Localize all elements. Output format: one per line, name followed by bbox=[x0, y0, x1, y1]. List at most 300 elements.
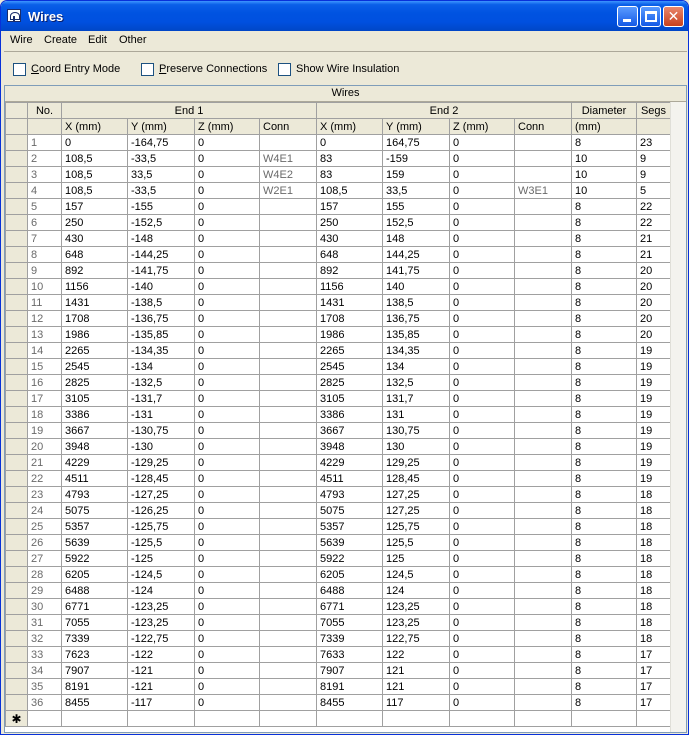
cell-x1[interactable]: 108,5 bbox=[62, 167, 128, 183]
cell-conn1[interactable] bbox=[260, 535, 317, 551]
table-row[interactable] bbox=[6, 311, 671, 327]
cell-x2[interactable]: 1986 bbox=[317, 327, 383, 343]
cell-z2[interactable]: 0 bbox=[450, 199, 515, 215]
table-row[interactable] bbox=[6, 631, 671, 647]
cell-diameter[interactable]: 8 bbox=[572, 519, 637, 535]
table-row[interactable] bbox=[6, 423, 671, 439]
cell-y2[interactable]: 121 bbox=[383, 679, 450, 695]
cell-diameter[interactable]: 10 bbox=[572, 151, 637, 167]
cell-conn1[interactable] bbox=[260, 567, 317, 583]
table-row[interactable] bbox=[6, 151, 671, 167]
cell-z1[interactable]: 0 bbox=[195, 679, 260, 695]
subheader-conn2[interactable]: Conn bbox=[515, 119, 572, 135]
cell-x1[interactable]: 8455 bbox=[62, 695, 128, 711]
cell-y1[interactable]: -121 bbox=[128, 663, 195, 679]
cell-x1[interactable]: 1431 bbox=[62, 295, 128, 311]
cell-z1[interactable]: 0 bbox=[195, 375, 260, 391]
cell-conn1[interactable] bbox=[260, 279, 317, 295]
cell-y2[interactable]: 33,5 bbox=[383, 183, 450, 199]
table-row[interactable] bbox=[6, 375, 671, 391]
cell-conn1[interactable] bbox=[260, 663, 317, 679]
cell-conn2[interactable] bbox=[515, 311, 572, 327]
cell-z1[interactable]: 0 bbox=[195, 663, 260, 679]
minimize-button[interactable] bbox=[617, 6, 638, 27]
cell-diameter[interactable]: 8 bbox=[572, 263, 637, 279]
cell-conn1[interactable] bbox=[260, 471, 317, 487]
cell-x1[interactable]: 0 bbox=[62, 135, 128, 151]
cell-y1[interactable]: -141,75 bbox=[128, 263, 195, 279]
table-row[interactable] bbox=[6, 647, 671, 663]
cell-x1[interactable]: 5639 bbox=[62, 535, 128, 551]
cell-conn2[interactable] bbox=[515, 199, 572, 215]
subheader-diameter[interactable]: (mm) bbox=[572, 119, 637, 135]
cell-z2[interactable]: 0 bbox=[450, 471, 515, 487]
cell-y1[interactable]: -131,7 bbox=[128, 391, 195, 407]
cell-x1[interactable]: 8191 bbox=[62, 679, 128, 695]
cell-segs[interactable]: 23 bbox=[637, 135, 671, 151]
cell-conn1[interactable] bbox=[260, 375, 317, 391]
cell-x2[interactable]: 4229 bbox=[317, 455, 383, 471]
cell-z1[interactable]: 0 bbox=[195, 231, 260, 247]
cell-diameter[interactable]: 8 bbox=[572, 455, 637, 471]
cell-conn2[interactable] bbox=[515, 135, 572, 151]
cell-y2[interactable]: 127,25 bbox=[383, 487, 450, 503]
cell-y1[interactable]: -124,5 bbox=[128, 567, 195, 583]
cell-z2[interactable]: 0 bbox=[450, 647, 515, 663]
cell-z2[interactable]: 0 bbox=[450, 135, 515, 151]
cell-x1[interactable]: 3948 bbox=[62, 439, 128, 455]
cell-x1[interactable]: 6488 bbox=[62, 583, 128, 599]
cell-segs[interactable]: 20 bbox=[637, 295, 671, 311]
cell-y2[interactable]: 138,5 bbox=[383, 295, 450, 311]
cell-segs[interactable]: 18 bbox=[637, 567, 671, 583]
cell-diameter[interactable]: 8 bbox=[572, 359, 637, 375]
row-selector[interactable] bbox=[6, 535, 28, 551]
cell-segs[interactable]: 18 bbox=[637, 599, 671, 615]
cell-y2[interactable]: 159 bbox=[383, 167, 450, 183]
menu-edit[interactable]: Edit bbox=[88, 34, 107, 46]
cell-y2[interactable]: 134 bbox=[383, 359, 450, 375]
cell-conn1[interactable] bbox=[260, 599, 317, 615]
cell-conn1[interactable] bbox=[260, 631, 317, 647]
cell-conn2[interactable] bbox=[515, 471, 572, 487]
row-selector[interactable] bbox=[6, 567, 28, 583]
cell-z2[interactable]: 0 bbox=[450, 567, 515, 583]
cell-z1[interactable]: 0 bbox=[195, 439, 260, 455]
cell-z2[interactable]: 0 bbox=[450, 407, 515, 423]
table-row[interactable] bbox=[6, 247, 671, 263]
cell-segs[interactable]: 17 bbox=[637, 663, 671, 679]
cell-z1[interactable]: 0 bbox=[195, 583, 260, 599]
cell-diameter[interactable]: 8 bbox=[572, 567, 637, 583]
cell-x2[interactable]: 2825 bbox=[317, 375, 383, 391]
row-selector[interactable] bbox=[6, 327, 28, 343]
cell-z2[interactable]: 0 bbox=[450, 375, 515, 391]
cell-z2[interactable]: 0 bbox=[450, 359, 515, 375]
new-row-cell[interactable] bbox=[260, 711, 317, 727]
cell-conn1[interactable] bbox=[260, 263, 317, 279]
cell-conn1[interactable] bbox=[260, 503, 317, 519]
cell-x2[interactable]: 6771 bbox=[317, 599, 383, 615]
cell-conn1[interactable] bbox=[260, 215, 317, 231]
table-row[interactable] bbox=[6, 583, 671, 599]
cell-y1[interactable]: -123,25 bbox=[128, 599, 195, 615]
cell-x2[interactable]: 2545 bbox=[317, 359, 383, 375]
close-button[interactable] bbox=[663, 6, 684, 27]
cell-diameter[interactable]: 8 bbox=[572, 247, 637, 263]
cell-conn2[interactable] bbox=[515, 295, 572, 311]
cell-segs[interactable]: 18 bbox=[637, 535, 671, 551]
cell-conn1[interactable] bbox=[260, 487, 317, 503]
cell-y2[interactable]: 130,75 bbox=[383, 423, 450, 439]
cell-diameter[interactable]: 8 bbox=[572, 199, 637, 215]
cell-x2[interactable]: 3948 bbox=[317, 439, 383, 455]
cell-y1[interactable]: -131 bbox=[128, 407, 195, 423]
header-no[interactable]: No. bbox=[28, 103, 62, 119]
cell-x2[interactable]: 1431 bbox=[317, 295, 383, 311]
table-row[interactable] bbox=[6, 439, 671, 455]
cell-conn2[interactable] bbox=[515, 487, 572, 503]
table-row[interactable] bbox=[6, 279, 671, 295]
cell-conn1[interactable] bbox=[260, 359, 317, 375]
cell-diameter[interactable]: 8 bbox=[572, 535, 637, 551]
cell-y1[interactable]: -122 bbox=[128, 647, 195, 663]
cell-segs[interactable]: 18 bbox=[637, 487, 671, 503]
header-diameter[interactable]: Diameter bbox=[572, 103, 637, 119]
cell-z1[interactable]: 0 bbox=[195, 567, 260, 583]
new-row-cell[interactable] bbox=[195, 711, 260, 727]
cell-conn1[interactable] bbox=[260, 455, 317, 471]
cell-diameter[interactable]: 8 bbox=[572, 439, 637, 455]
cell-x1[interactable]: 6205 bbox=[62, 567, 128, 583]
cell-x1[interactable]: 108,5 bbox=[62, 151, 128, 167]
cell-conn1[interactable] bbox=[260, 295, 317, 311]
cell-x2[interactable]: 7633 bbox=[317, 647, 383, 663]
cell-x1[interactable]: 157 bbox=[62, 199, 128, 215]
row-selector[interactable] bbox=[6, 487, 28, 503]
cell-z1[interactable]: 0 bbox=[195, 199, 260, 215]
cell-x1[interactable]: 108,5 bbox=[62, 183, 128, 199]
cell-segs[interactable]: 9 bbox=[637, 167, 671, 183]
cell-conn2[interactable] bbox=[515, 615, 572, 631]
cell-y2[interactable]: -159 bbox=[383, 151, 450, 167]
cell-z2[interactable]: 0 bbox=[450, 151, 515, 167]
row-selector[interactable] bbox=[6, 279, 28, 295]
cell-x2[interactable]: 83 bbox=[317, 167, 383, 183]
cell-x1[interactable]: 250 bbox=[62, 215, 128, 231]
cell-z2[interactable]: 0 bbox=[450, 455, 515, 471]
row-selector[interactable] bbox=[6, 695, 28, 711]
cell-x1[interactable]: 1156 bbox=[62, 279, 128, 295]
row-selector[interactable] bbox=[6, 231, 28, 247]
maximize-button[interactable] bbox=[640, 6, 661, 27]
cell-y1[interactable]: -128,45 bbox=[128, 471, 195, 487]
row-selector[interactable] bbox=[6, 503, 28, 519]
new-row[interactable] bbox=[6, 711, 671, 727]
header-end2[interactable]: End 2 bbox=[317, 103, 572, 119]
row-selector[interactable] bbox=[6, 551, 28, 567]
cell-z1[interactable]: 0 bbox=[195, 167, 260, 183]
cell-z2[interactable]: 0 bbox=[450, 311, 515, 327]
cell-y2[interactable]: 144,25 bbox=[383, 247, 450, 263]
table-row[interactable] bbox=[6, 599, 671, 615]
cell-diameter[interactable]: 8 bbox=[572, 551, 637, 567]
cell-conn2[interactable] bbox=[515, 343, 572, 359]
cell-segs[interactable]: 19 bbox=[637, 423, 671, 439]
cell-x2[interactable]: 892 bbox=[317, 263, 383, 279]
cell-segs[interactable]: 19 bbox=[637, 391, 671, 407]
cell-diameter[interactable]: 8 bbox=[572, 311, 637, 327]
cell-z1[interactable]: 0 bbox=[195, 695, 260, 711]
show-insulation-box[interactable] bbox=[278, 63, 291, 76]
cell-segs[interactable]: 17 bbox=[637, 679, 671, 695]
cell-x2[interactable]: 0 bbox=[317, 135, 383, 151]
cell-z2[interactable]: 0 bbox=[450, 423, 515, 439]
cell-z1[interactable]: 0 bbox=[195, 535, 260, 551]
cell-diameter[interactable]: 8 bbox=[572, 295, 637, 311]
table-row[interactable] bbox=[6, 455, 671, 471]
cell-z1[interactable]: 0 bbox=[195, 519, 260, 535]
cell-conn2[interactable] bbox=[515, 503, 572, 519]
cell-diameter[interactable]: 8 bbox=[572, 135, 637, 151]
cell-y2[interactable]: 123,25 bbox=[383, 599, 450, 615]
cell-y2[interactable]: 148 bbox=[383, 231, 450, 247]
cell-segs[interactable]: 18 bbox=[637, 503, 671, 519]
table-row[interactable] bbox=[6, 615, 671, 631]
cell-diameter[interactable]: 8 bbox=[572, 375, 637, 391]
cell-z1[interactable]: 0 bbox=[195, 359, 260, 375]
cell-x2[interactable]: 430 bbox=[317, 231, 383, 247]
cell-x1[interactable]: 7907 bbox=[62, 663, 128, 679]
cell-conn1[interactable] bbox=[260, 343, 317, 359]
cell-conn2[interactable] bbox=[515, 215, 572, 231]
table-row[interactable] bbox=[6, 503, 671, 519]
cell-x1[interactable]: 892 bbox=[62, 263, 128, 279]
table-row[interactable] bbox=[6, 327, 671, 343]
wires-grid[interactable] bbox=[4, 85, 687, 733]
cell-z2[interactable]: 0 bbox=[450, 391, 515, 407]
cell-conn2[interactable] bbox=[515, 263, 572, 279]
cell-x1[interactable]: 5075 bbox=[62, 503, 128, 519]
cell-x1[interactable]: 2545 bbox=[62, 359, 128, 375]
row-selector[interactable] bbox=[6, 151, 28, 167]
show-insulation-label[interactable]: Show Wire Insulation bbox=[296, 63, 400, 75]
cell-x2[interactable]: 3105 bbox=[317, 391, 383, 407]
cell-z1[interactable]: 0 bbox=[195, 279, 260, 295]
row-selector[interactable] bbox=[6, 215, 28, 231]
cell-x2[interactable]: 4511 bbox=[317, 471, 383, 487]
cell-conn1[interactable] bbox=[260, 311, 317, 327]
cell-conn1[interactable] bbox=[260, 327, 317, 343]
preserve-connections-checkbox[interactable] bbox=[141, 62, 267, 76]
cell-y1[interactable]: -155 bbox=[128, 199, 195, 215]
table-row[interactable] bbox=[6, 663, 671, 679]
cell-y2[interactable]: 141,75 bbox=[383, 263, 450, 279]
cell-z1[interactable]: 0 bbox=[195, 471, 260, 487]
cell-x2[interactable]: 8191 bbox=[317, 679, 383, 695]
row-selector[interactable] bbox=[6, 295, 28, 311]
cell-conn2[interactable] bbox=[515, 375, 572, 391]
cell-y1[interactable]: -130,75 bbox=[128, 423, 195, 439]
cell-z1[interactable]: 0 bbox=[195, 455, 260, 471]
cell-conn2[interactable] bbox=[515, 439, 572, 455]
cell-z2[interactable]: 0 bbox=[450, 583, 515, 599]
cell-conn2[interactable] bbox=[515, 647, 572, 663]
cell-conn2[interactable] bbox=[515, 535, 572, 551]
cell-z2[interactable]: 0 bbox=[450, 183, 515, 199]
new-row-cell[interactable] bbox=[28, 711, 62, 727]
new-row-cell[interactable] bbox=[383, 711, 450, 727]
cell-segs[interactable]: 19 bbox=[637, 455, 671, 471]
cell-z1[interactable]: 0 bbox=[195, 295, 260, 311]
cell-y1[interactable]: -164,75 bbox=[128, 135, 195, 151]
cell-x1[interactable]: 2265 bbox=[62, 343, 128, 359]
cell-z2[interactable]: 0 bbox=[450, 519, 515, 535]
table-row[interactable] bbox=[6, 471, 671, 487]
cell-y1[interactable]: -125 bbox=[128, 551, 195, 567]
cell-x2[interactable]: 7339 bbox=[317, 631, 383, 647]
cell-x1[interactable]: 430 bbox=[62, 231, 128, 247]
table-row[interactable] bbox=[6, 407, 671, 423]
cell-z2[interactable]: 0 bbox=[450, 327, 515, 343]
table-row[interactable] bbox=[6, 167, 671, 183]
cell-x1[interactable]: 7055 bbox=[62, 615, 128, 631]
cell-z1[interactable]: 0 bbox=[195, 263, 260, 279]
cell-y2[interactable]: 125,75 bbox=[383, 519, 450, 535]
new-row-cell[interactable] bbox=[637, 711, 671, 727]
cell-y2[interactable]: 130 bbox=[383, 439, 450, 455]
cell-conn2[interactable] bbox=[515, 423, 572, 439]
row-selector[interactable] bbox=[6, 647, 28, 663]
cell-conn1[interactable] bbox=[260, 247, 317, 263]
subheader-x2[interactable]: X (mm) bbox=[317, 119, 383, 135]
cell-x2[interactable]: 1156 bbox=[317, 279, 383, 295]
new-row-cell[interactable] bbox=[450, 711, 515, 727]
cell-segs[interactable]: 19 bbox=[637, 375, 671, 391]
cell-z2[interactable]: 0 bbox=[450, 439, 515, 455]
cell-segs[interactable]: 21 bbox=[637, 247, 671, 263]
cell-x2[interactable]: 8455 bbox=[317, 695, 383, 711]
cell-z1[interactable]: 0 bbox=[195, 343, 260, 359]
cell-conn2[interactable] bbox=[515, 391, 572, 407]
cell-y1[interactable]: -132,5 bbox=[128, 375, 195, 391]
cell-y2[interactable]: 135,85 bbox=[383, 327, 450, 343]
cell-x1[interactable]: 4793 bbox=[62, 487, 128, 503]
cell-conn1[interactable] bbox=[260, 231, 317, 247]
cell-conn1[interactable]: W4E2 bbox=[260, 167, 317, 183]
cell-x1[interactable]: 3386 bbox=[62, 407, 128, 423]
cell-conn2[interactable]: W3E1 bbox=[515, 183, 572, 199]
cell-segs[interactable]: 20 bbox=[637, 263, 671, 279]
subheader-y2[interactable]: Y (mm) bbox=[383, 119, 450, 135]
cell-y1[interactable]: -126,25 bbox=[128, 503, 195, 519]
cell-conn1[interactable] bbox=[260, 407, 317, 423]
row-selector[interactable] bbox=[6, 167, 28, 183]
cell-diameter[interactable]: 8 bbox=[572, 423, 637, 439]
cell-x2[interactable]: 648 bbox=[317, 247, 383, 263]
title-bar[interactable] bbox=[1, 1, 688, 31]
cell-diameter[interactable]: 8 bbox=[572, 583, 637, 599]
cell-y2[interactable]: 131,7 bbox=[383, 391, 450, 407]
new-row-cell[interactable] bbox=[572, 711, 637, 727]
cell-z1[interactable]: 0 bbox=[195, 135, 260, 151]
cell-z1[interactable]: 0 bbox=[195, 407, 260, 423]
table-row[interactable] bbox=[6, 263, 671, 279]
row-selector[interactable] bbox=[6, 407, 28, 423]
cell-x1[interactable]: 3105 bbox=[62, 391, 128, 407]
table-row[interactable] bbox=[6, 487, 671, 503]
cell-segs[interactable]: 18 bbox=[637, 615, 671, 631]
cell-conn1[interactable] bbox=[260, 423, 317, 439]
cell-conn2[interactable] bbox=[515, 327, 572, 343]
cell-y1[interactable]: -122,75 bbox=[128, 631, 195, 647]
cell-diameter[interactable]: 8 bbox=[572, 663, 637, 679]
row-selector[interactable] bbox=[6, 663, 28, 679]
cell-diameter[interactable]: 8 bbox=[572, 503, 637, 519]
table-row[interactable] bbox=[6, 199, 671, 215]
cell-diameter[interactable]: 8 bbox=[572, 327, 637, 343]
cell-x1[interactable]: 3667 bbox=[62, 423, 128, 439]
cell-conn1[interactable] bbox=[260, 551, 317, 567]
cell-x2[interactable]: 157 bbox=[317, 199, 383, 215]
row-selector[interactable] bbox=[6, 631, 28, 647]
cell-y2[interactable]: 125 bbox=[383, 551, 450, 567]
cell-segs[interactable]: 19 bbox=[637, 343, 671, 359]
cell-segs[interactable]: 18 bbox=[637, 583, 671, 599]
cell-x2[interactable]: 83 bbox=[317, 151, 383, 167]
table-row[interactable] bbox=[6, 359, 671, 375]
cell-y1[interactable]: -130 bbox=[128, 439, 195, 455]
cell-segs[interactable]: 17 bbox=[637, 695, 671, 711]
cell-diameter[interactable]: 8 bbox=[572, 279, 637, 295]
cell-y1[interactable]: -134 bbox=[128, 359, 195, 375]
cell-conn1[interactable] bbox=[260, 135, 317, 151]
cell-x2[interactable]: 4793 bbox=[317, 487, 383, 503]
cell-z1[interactable]: 0 bbox=[195, 615, 260, 631]
cell-z2[interactable]: 0 bbox=[450, 247, 515, 263]
cell-conn2[interactable] bbox=[515, 679, 572, 695]
table-row[interactable] bbox=[6, 391, 671, 407]
cell-x2[interactable]: 108,5 bbox=[317, 183, 383, 199]
cell-segs[interactable]: 5 bbox=[637, 183, 671, 199]
cell-conn1[interactable]: W4E1 bbox=[260, 151, 317, 167]
cell-conn2[interactable] bbox=[515, 695, 572, 711]
cell-z2[interactable]: 0 bbox=[450, 631, 515, 647]
cell-conn2[interactable] bbox=[515, 663, 572, 679]
vertical-scrollbar[interactable] bbox=[670, 102, 686, 732]
row-selector[interactable] bbox=[6, 391, 28, 407]
row-selector[interactable] bbox=[6, 455, 28, 471]
cell-segs[interactable]: 20 bbox=[637, 327, 671, 343]
cell-x1[interactable]: 4511 bbox=[62, 471, 128, 487]
cell-y2[interactable]: 134,35 bbox=[383, 343, 450, 359]
preserve-connections-box[interactable] bbox=[141, 63, 154, 76]
cell-y1[interactable]: -127,25 bbox=[128, 487, 195, 503]
cell-y2[interactable]: 121 bbox=[383, 663, 450, 679]
cell-conn2[interactable] bbox=[515, 455, 572, 471]
cell-diameter[interactable]: 8 bbox=[572, 391, 637, 407]
cell-z1[interactable]: 0 bbox=[195, 215, 260, 231]
coord-entry-checkbox[interactable] bbox=[13, 62, 120, 76]
row-selector[interactable] bbox=[6, 439, 28, 455]
cell-conn2[interactable] bbox=[515, 583, 572, 599]
cell-x1[interactable]: 1708 bbox=[62, 311, 128, 327]
subheader-conn1[interactable]: Conn bbox=[260, 119, 317, 135]
subheader-x1[interactable]: X (mm) bbox=[62, 119, 128, 135]
menu-wire[interactable]: Wire bbox=[10, 34, 33, 46]
cell-y2[interactable]: 122 bbox=[383, 647, 450, 663]
cell-segs[interactable]: 18 bbox=[637, 551, 671, 567]
